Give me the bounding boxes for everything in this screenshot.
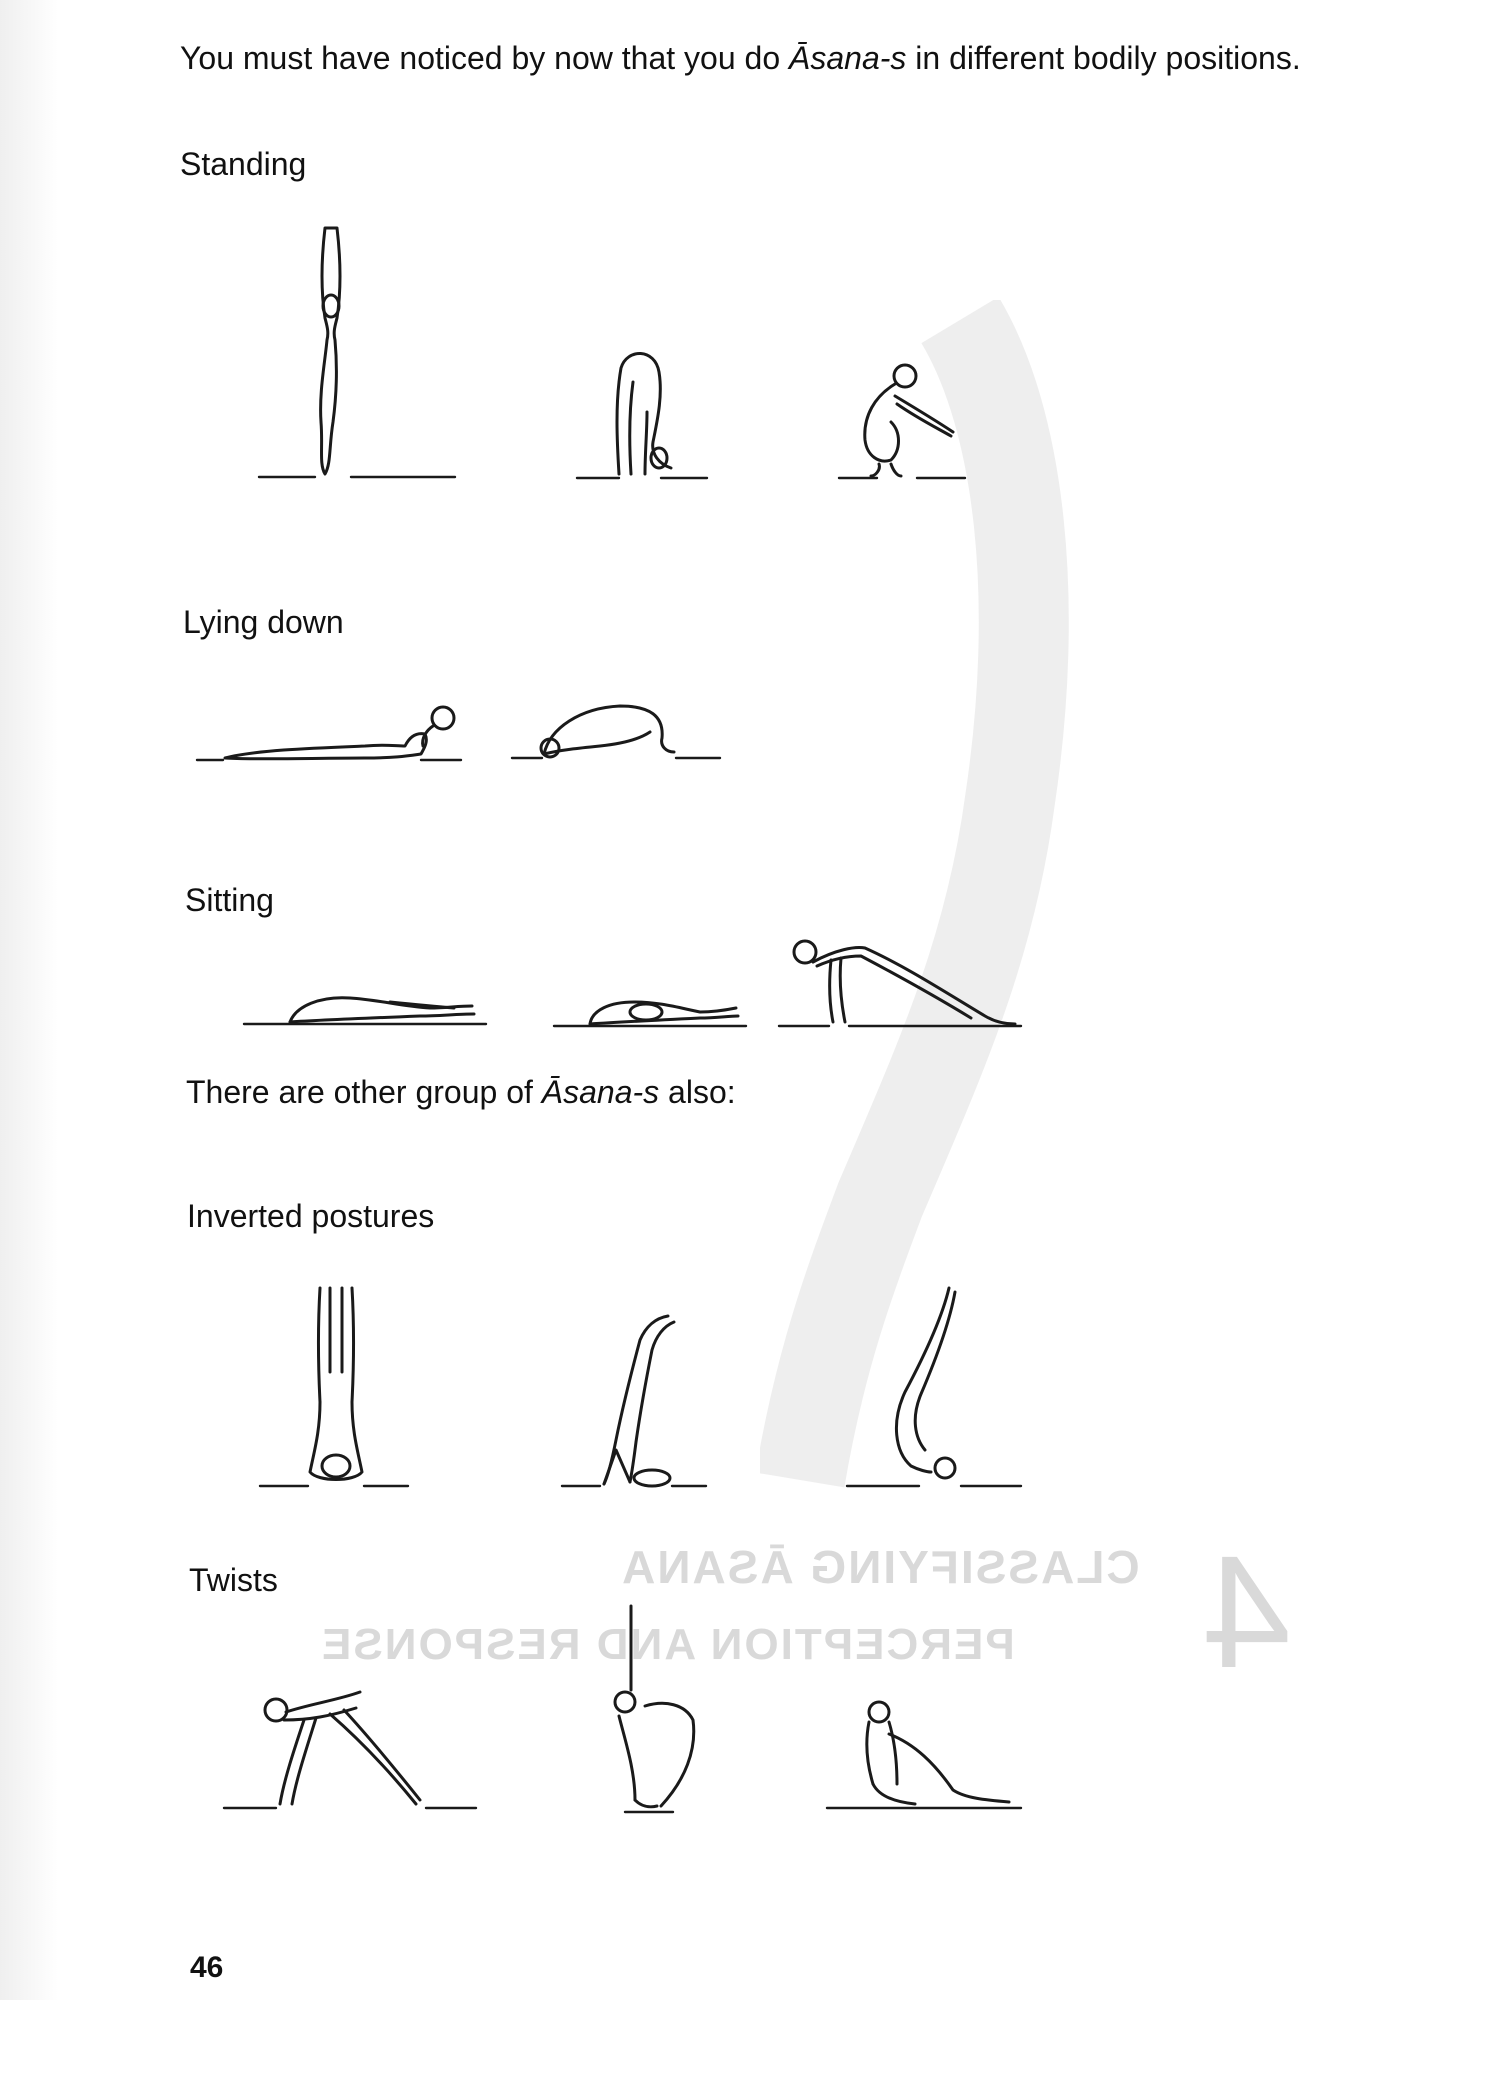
other-groups-text-after: also: [659, 1074, 736, 1110]
intro-text-after: in different bodily positions. [906, 40, 1301, 76]
prone-lying-pose-illustration [195, 702, 465, 764]
headstand-pose-illustration [258, 1282, 418, 1492]
seated-forward-bend-pose-illustration [240, 988, 490, 1028]
inverted-postures-heading: Inverted postures [187, 1198, 435, 1234]
squat-pose-illustration [835, 360, 975, 484]
intro-term: Āsana-s [789, 40, 907, 76]
other-groups-text-before: There are other group of [186, 1074, 542, 1110]
lying-down-heading: Lying down [183, 604, 344, 640]
seated-twist-pose-illustration [825, 1698, 1025, 1814]
child-pose-illustration [510, 698, 730, 764]
twists-heading: Twists [189, 1562, 278, 1598]
bleed-through-line-2: PERCEPTION AND RESPONSE [320, 1620, 1015, 1669]
intro-paragraph [180, 42, 1301, 74]
sitting-heading: Sitting [185, 882, 274, 918]
bound-seated-forward-bend-pose-illustration [550, 994, 750, 1028]
other-groups-term: Āsana-s [541, 1074, 660, 1110]
bleed-through-line-1: CLASSIFYING ĀSANA [620, 1541, 1140, 1593]
reverse-plank-pose-illustration [775, 936, 1025, 1030]
standing-forward-bend-pose-illustration [575, 342, 715, 484]
other-groups-sentence [186, 1076, 736, 1108]
scan-shadow [0, 0, 58, 2000]
bleed-through-chapter-number: 4 [1200, 1522, 1291, 1701]
shoulder-stand-pose-illustration [560, 1310, 710, 1492]
upward-salute-pose-illustration [255, 222, 465, 484]
intro-text-before: You must have noticed by now that you do [180, 40, 789, 76]
page-number: 46 [190, 1951, 224, 1984]
revolved-triangle-pose-illustration [220, 1680, 480, 1814]
plough-variation-pose-illustration [845, 1282, 1025, 1492]
standing-twist-pose-illustration [585, 1600, 725, 1818]
standing-heading: Standing [180, 146, 307, 182]
